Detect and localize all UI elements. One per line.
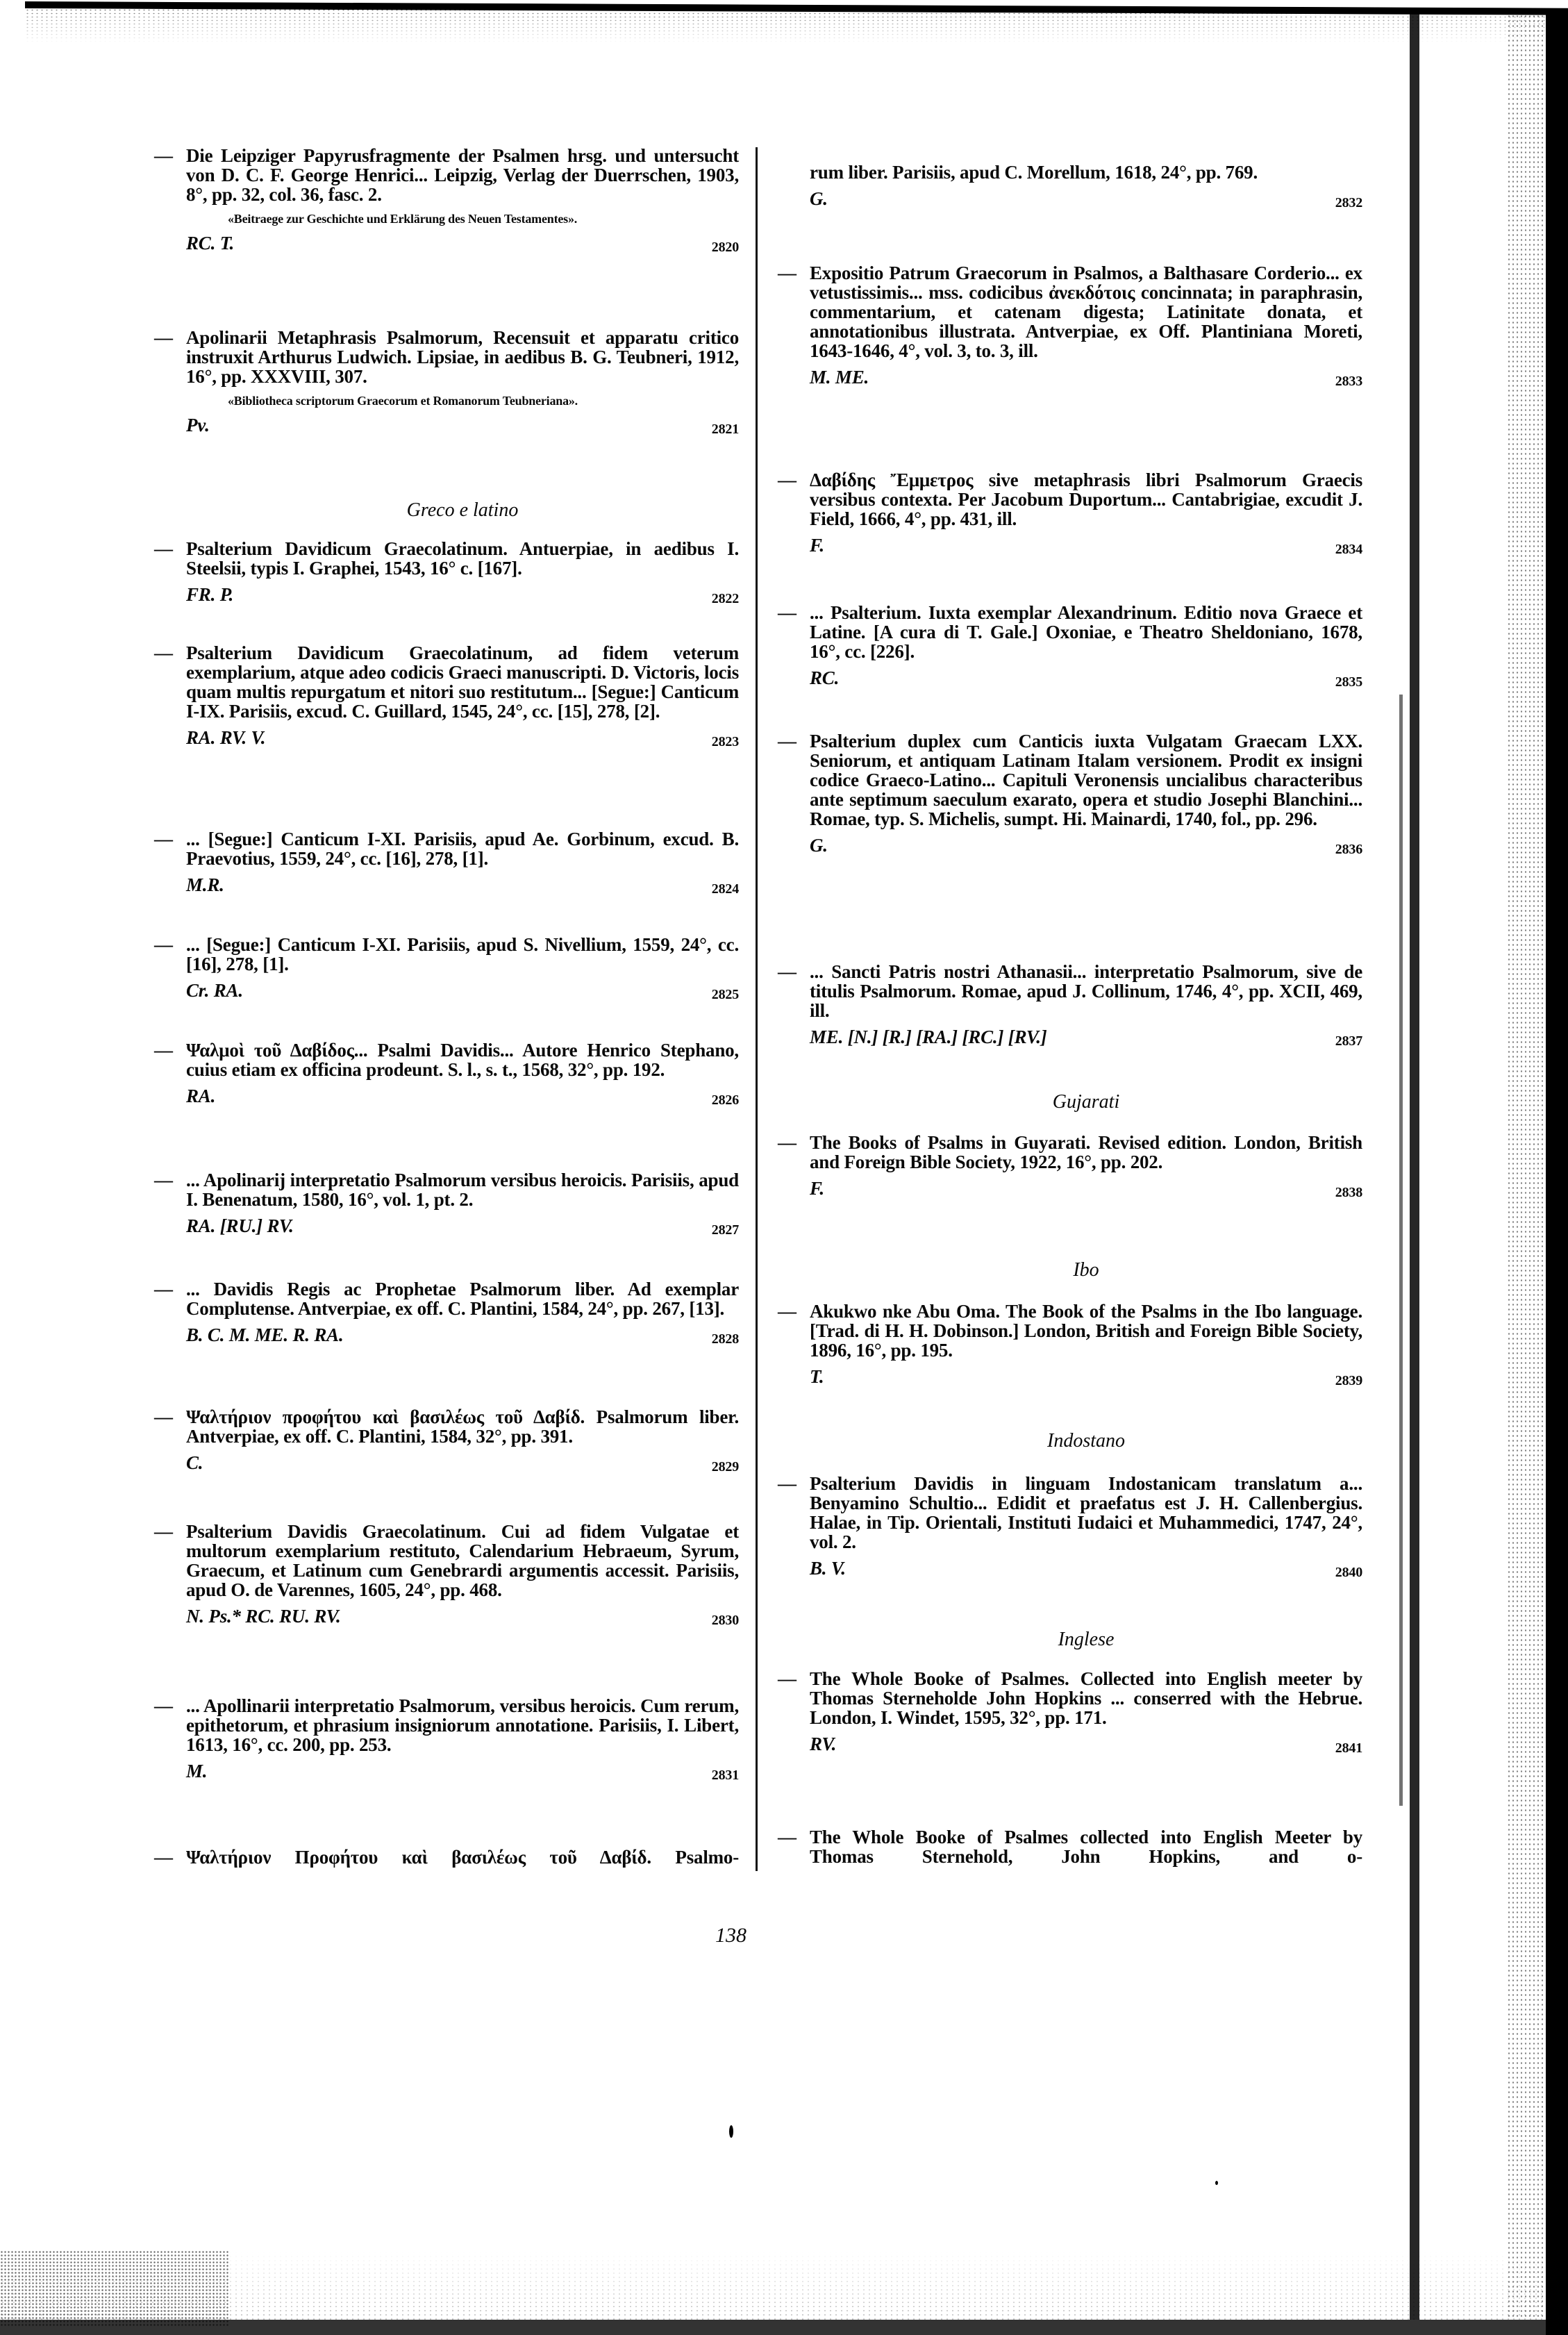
entry-text: Ψαλτήριον Προφήτου καὶ βασιλέως τοῦ Δαβίδ. Psalmo- (186, 1847, 739, 1868)
bib-entry-2827 (154, 1170, 739, 1238)
library-sigla: T. (810, 1366, 824, 1387)
entry-dash: — (154, 1695, 173, 1716)
library-sigla: C. (186, 1452, 203, 1473)
holdings-row (186, 875, 739, 895)
entry-number: 2838 (1335, 1185, 1362, 1200)
library-sigla: M.R. (186, 874, 224, 895)
entry-dash: — (154, 1521, 173, 1542)
scan-noise-right (1507, 14, 1549, 2320)
entry-dash: — (154, 538, 173, 559)
bib-entry-2820 (154, 145, 739, 255)
entry-number: 2841 (1335, 1740, 1362, 1756)
entry-text: ... Apolinarij interpretatio Psalmorum versibus heroicis. Parisiis, apud I. Benenatum, 1580, 16°, vol. 1, pt. 2. (186, 1170, 739, 1210)
holdings-row (810, 836, 1362, 855)
bib-entry-2832-start (154, 1847, 739, 1868)
entry-text: ... Psalterium. Iuxta exemplar Alexandrinum. Editio nova Graece et Latine. [A cura di T. Gale.] Oxoniae, e Theatro Sheldoniano, 1678, 16°, cc. [226]. (810, 602, 1362, 662)
library-sigla: RA. [RU.] RV. (186, 1215, 294, 1236)
entry-text: Ψαλμοὶ τοῦ Δαβίδος... Psalmi Davidis... Autore Henrico Stephano, cuius etiam ex officina prodeunt. S. l., s. t., 1568, 32°, pp. 192. (186, 1040, 739, 1080)
bib-entry-2826 (154, 1040, 739, 1108)
library-sigla: FR. P. (186, 584, 234, 605)
entry-dash: — (154, 829, 173, 849)
library-sigla: F. (810, 1178, 824, 1199)
library-sigla: Pv. (186, 415, 210, 435)
scan-border-right (1546, 13, 1568, 2335)
holdings-row (186, 585, 739, 604)
stray-mark (1215, 2181, 1218, 2185)
library-sigla: F. (810, 535, 824, 556)
entry-number: 2836 (1335, 842, 1362, 857)
holdings-row (186, 233, 739, 253)
entry-text: The Whole Booke of Psalmes collected into English Meeter by Thomas Sternehold, John Hopkins, and o- (810, 1827, 1362, 1867)
entry-dash: — (778, 1132, 796, 1153)
bib-entry-2831 (154, 1695, 739, 1783)
entry-number: 2837 (1335, 1033, 1362, 1049)
entry-dash: — (154, 642, 173, 663)
library-sigla: Cr. RA. (186, 980, 243, 1001)
entry-text: ... Sancti Patris nostri Athanasii... interpretatio Psalmorum, sive de titulis Psalmorum. Romae, apud J. Collinum, 1746, 4°, pp. XCII, 469, ill. (810, 961, 1362, 1021)
bib-entry-2824 (154, 829, 739, 897)
entry-dash: — (154, 145, 173, 166)
scan-noise-top (25, 8, 1546, 43)
scan-binding-shadow (1399, 695, 1403, 1806)
library-sigla: RC. T. (186, 233, 235, 254)
entry-text: rum liber. Parisiis, apud C. Morellum, 1618, 24°, pp. 769. (810, 162, 1258, 183)
entry-number: 2824 (711, 881, 739, 897)
holdings-row (810, 1367, 1362, 1386)
entry-number: 2820 (711, 240, 739, 255)
bib-entry-2825 (154, 934, 739, 1002)
bib-entry-2837 (778, 961, 1362, 1049)
entry-dash: — (154, 327, 173, 348)
bib-entry-2833 (778, 263, 1362, 389)
entry-text: The Books of Psalms in Guyarati. Revised edition. London, British and Foreign Bible Society, 1922, 16°, pp. 202. (810, 1132, 1362, 1172)
entry-number: 2831 (711, 1768, 739, 1783)
entry-dash: — (778, 1473, 796, 1494)
entry-text: Psalterium duplex cum Canticis iuxta Vulgatam Graecam LXX. Seniorum, et antiquam Latinam Italam versionem. Prodit ex insigni codice Graeco-Latino... Capituli Veronensis uncialibus characteribus ante septimum saeculum exarato, opera et studio Josephi Blanchini... Romae, typ. S. Michelis, sumpt. Hi. Mainardi, 1740, fol., pp. 296. (810, 731, 1362, 829)
section-heading-ibo: Ibo (1073, 1259, 1099, 1281)
entry-dash: — (778, 470, 796, 490)
entry-text: Akukwo nke Abu Oma. The Book of the Psalms in the Ibo language. [Trad. di H. H. Dobinson.] London, British and Foreign Bible Society, 1896, 16°, pp. 195. (810, 1301, 1362, 1361)
holdings-row (186, 1761, 739, 1781)
scan-binding-line (1410, 14, 1419, 2320)
bib-entry-2834 (778, 470, 1362, 557)
series-note: «Beitraege zur Geschichte und Erklärung des Neuen Testamentes». (228, 212, 578, 226)
entry-text: The Whole Booke of Psalmes. Collected into English meeter by Thomas Sterneholde John Hopkins ... conserred with the Hebrue. London, I. Windet, 1595, 32°, pp. 171. (810, 1668, 1362, 1728)
holdings-row (810, 1027, 1362, 1047)
library-sigla: RA. (186, 1086, 216, 1106)
entry-text: Psalterium Davidicum Graecolatinum, ad fidem veterum exemplarium, atque adeo codicis Graeci manuscripti. D. Victoris, locis quam multis repurgatum et nitori suo restitutum... [Segue:] Canticum I-IX. Parisiis, excud. C. Guillard, 1545, 24°, cc. [15], 278, [2]. (186, 642, 739, 722)
entry-dash: — (778, 1827, 796, 1847)
entry-dash: — (154, 1170, 173, 1190)
section-heading-gujarati: Gujarati (1052, 1091, 1120, 1113)
entry-text: Expositio Patrum Graecorum in Psalmos, a Balthasare Corderio... ex vetustissimis... mss. codicibus ἀνεκδότοις concinnata; in paraphrasin, commentarium, et catenam digesta; Latinitate donata, et annotationibus illustrata. Antverpiae, ex Off. Plantiniana Moreti, 1643-1646, 4°, vol. 3, to. 3, ill. (810, 263, 1362, 361)
entry-text: ... Apollinarii interpretatio Psalmorum, versibus heroicis. Cum rerum, epithetorum, et phrasium insigniorum annotatione. Parisiis, I. Libert, 1613, 16°, cc. 200, pp. 253. (186, 1695, 739, 1755)
holdings-row (810, 1179, 1362, 1198)
entry-number: 2832 (1335, 195, 1362, 210)
entry-number: 2821 (711, 422, 739, 437)
section-heading-indostano: Indostano (1047, 1430, 1125, 1452)
entry-text: Δαβίδης Ἔμμετρος sive metaphrasis libri Psalmorum Graecis versibus contexta. Per Jacobum Duportum... Cantabrigiae, excudit J. Field, 1666, 4°, pp. 431, ill. (810, 470, 1362, 529)
entry-text: Psalterium Davidis in linguam Indostanicam translatum a... Benyamino Schultio... Edidit et praefatus est J. H. Callenbergius. Halae, in Tip. Orientali, Instituti Iudaici et Muhammedici, 1747, 24°, vol. 2. (810, 1473, 1362, 1552)
library-sigla: B. V. (810, 1558, 846, 1579)
entry-number: 2823 (711, 734, 739, 749)
scan-noise-bottom (0, 2250, 1546, 2320)
entry-text: Psalterium Davidicum Graecolatinum. Antuerpiae, in aedibus I. Steelsii, typis I. Graphei, 1543, 16° c. [167]. (186, 538, 739, 579)
library-sigla: G. (810, 188, 828, 209)
page-number: 138 (715, 1924, 747, 1947)
holdings-row (186, 1606, 739, 1626)
library-sigla: RA. RV. V. (186, 727, 266, 748)
entry-number: 2834 (1335, 542, 1362, 557)
bib-entry-2839 (778, 1301, 1362, 1388)
entry-number: 2829 (711, 1459, 739, 1474)
bib-entry-2840 (778, 1473, 1362, 1580)
library-sigla: ME. [N.] [R.] [RA.] [RC.] [RV.] (810, 1027, 1047, 1047)
entry-text: ... [Segue:] Canticum I-XI. Parisiis, apud Ae. Gorbinum, excud. B. Praevotius, 1559, 24°, cc. [16], 278, [1]. (186, 829, 739, 869)
entry-text: Ψαλτήριον προφήτου καὶ βασιλέως τοῦ Δαβίδ. Psalmorum liber. Antverpiae, ex off. C. Plantini, 1584, 32°, pp. 391. (186, 1406, 739, 1447)
library-sigla: G. (810, 835, 828, 856)
bib-entry-2835 (778, 602, 1362, 690)
bib-entry-2842-start (778, 1827, 1362, 1867)
holdings-row (810, 1734, 1362, 1754)
entry-dash: — (154, 1040, 173, 1061)
holdings-row (810, 189, 1362, 208)
entry-text: Die Leipziger Papyrusfragmente der Psalmen hrsg. und untersucht von D. C. F. George Henrici... Leipzig, Verlag der Duerrschen, 1903, 8°, pp. 32, col. 36, fasc. 2. (186, 145, 739, 205)
bib-entry-2823 (154, 642, 739, 749)
holdings-row (186, 981, 739, 1000)
bib-entry-2821 (154, 327, 739, 437)
entry-number: 2830 (711, 1613, 739, 1628)
bib-entry-2836 (778, 731, 1362, 857)
library-sigla: N. Ps.* RC. RU. RV. (186, 1606, 341, 1627)
entry-number: 2828 (711, 1331, 739, 1347)
entry-dash: — (778, 731, 796, 751)
entry-number: 2827 (711, 1222, 739, 1238)
library-sigla: M. (186, 1761, 208, 1781)
entry-number: 2826 (711, 1092, 739, 1108)
entry-number: 2835 (1335, 674, 1362, 690)
entry-dash: — (154, 1847, 173, 1868)
holdings-row (810, 668, 1362, 688)
bib-entry-2828 (154, 1279, 739, 1347)
entry-number: 2839 (1335, 1373, 1362, 1388)
holdings-row (810, 367, 1362, 387)
bib-entry-2841 (778, 1668, 1362, 1756)
holdings-row (186, 415, 739, 435)
entry-dash: — (778, 1668, 796, 1689)
library-sigla: RC. (810, 667, 840, 688)
entry-dash: — (778, 602, 796, 623)
bib-entry-2830 (154, 1521, 739, 1628)
entry-dash: — (154, 1279, 173, 1299)
bib-entry-2829 (154, 1406, 739, 1474)
holdings-row (810, 1559, 1362, 1578)
holdings-row (186, 728, 739, 747)
stray-mark (729, 2125, 733, 2138)
entry-text: ... [Segue:] Canticum I-XI. Parisiis, apud S. Nivellium, 1559, 24°, cc. [16], 278, [1]. (186, 934, 739, 974)
entry-text: ... Davidis Regis ac Prophetae Psalmorum liber. Ad exemplar Complutense. Antverpiae, ex off. C. Plantini, 1584, 24°, pp. 267, [13]. (186, 1279, 739, 1319)
entry-text: Psalterium Davidis Graecolatinum. Cui ad fidem Vulgatae et multorum exemplarium restituto, Calendarium Hebraeum, Syrum, Graecum, et Latinum cum Genebrardi argumentis accessit. Parisiis, apud O. de Varennes, 1605, 24°, pp. 468. (186, 1521, 739, 1600)
entry-number: 2840 (1335, 1565, 1362, 1580)
library-sigla: RV. (810, 1734, 837, 1754)
entry-dash: — (778, 263, 796, 283)
library-sigla: M. ME. (810, 367, 869, 388)
holdings-row (186, 1216, 739, 1236)
entry-number: 2825 (711, 987, 739, 1002)
bib-entry-2822 (154, 538, 739, 606)
scan-noise-bottom-left (0, 2250, 229, 2327)
scan-border-bottom (0, 2320, 1546, 2335)
entry-number: 2822 (711, 591, 739, 606)
entry-dash: — (778, 961, 796, 982)
section-heading-inglese: Inglese (1058, 1629, 1115, 1650)
series-note: «Bibliotheca scriptorum Graecorum et Romanorum Teubneriana». (228, 394, 578, 408)
entry-dash: — (154, 1406, 173, 1427)
holdings-row (186, 1453, 739, 1472)
holdings-row (186, 1086, 739, 1106)
holdings-row (186, 1325, 739, 1345)
bib-entry-2838 (778, 1132, 1362, 1200)
holdings-row (810, 535, 1362, 555)
entry-number: 2833 (1335, 374, 1362, 389)
bib-entry-2832-cont (810, 163, 1362, 208)
entry-dash: — (778, 1301, 796, 1322)
library-sigla: B. C. M. ME. R. RA. (186, 1324, 344, 1345)
entry-dash: — (154, 934, 173, 955)
column-divider (756, 147, 758, 1871)
section-heading-greco-latino: Greco e latino (406, 499, 519, 521)
entry-text: Apolinarii Metaphrasis Psalmorum, Recensuit et apparatu critico instruxit Arthurus Ludwich. Lipsiae, in aedibus B. G. Teubneri, 1912, 16°, pp. XXXVIII, 307. (186, 327, 739, 387)
